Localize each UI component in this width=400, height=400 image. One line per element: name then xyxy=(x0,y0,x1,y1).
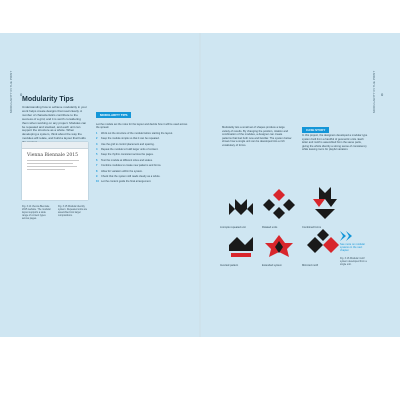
sidebar-heading: CASE STUDY xyxy=(302,127,329,133)
tip-item: 2 Keep the module simple so that it can be repeated. xyxy=(96,137,160,141)
figure-title: Vienna Biennale 2015 xyxy=(27,153,79,158)
text-line xyxy=(27,169,65,170)
tip-item: 4 Repeat the module to build larger units of content. xyxy=(96,148,159,152)
website-figure xyxy=(22,142,88,200)
motif-1-icon xyxy=(229,199,253,215)
motif-label-1: A simple repeated unit xyxy=(220,226,246,229)
tips-list xyxy=(96,132,190,184)
motif-3-icon xyxy=(313,187,337,219)
motif-4-icon xyxy=(229,237,253,257)
tip-item: 9 Check that the system still reads clearly as a whole. xyxy=(96,175,161,179)
motif-5-icon xyxy=(265,235,293,257)
motif-label-4: Inverted pattern xyxy=(220,264,239,267)
tips-block xyxy=(96,103,190,186)
tips-heading: MODULARITY TIPS xyxy=(96,112,131,118)
text-line xyxy=(27,166,77,167)
figure-caption: Fig. 3.14 Vienna Biennale 2015 website. The modular layout supports a wide range of content types across pages. xyxy=(22,205,51,220)
left-running-head: MODULARITY IN THE PRINT xyxy=(9,70,13,113)
sidebar-text: In this project, the designers developed a modular type system built from a handful of geometric units. Each letter and motif is assembled from the same parts, giving the whole identity a strong sense of consistency while leaving room for playful variation. xyxy=(302,134,368,151)
tip-item: 10 Let the content guide the final arrangement. xyxy=(96,180,152,184)
left-page-number: 0 xyxy=(20,92,23,97)
motif-label-3: Combined forms xyxy=(302,226,322,229)
motif-label-5: Extended system xyxy=(262,264,282,267)
tip-item: 1 Work out the structure of the module before starting the layout. xyxy=(96,131,173,135)
cross-reference-note: See more on modular systems in the next chapter. xyxy=(340,243,365,253)
text-line xyxy=(27,160,79,161)
text-line xyxy=(27,163,73,164)
right-body-text: Modularity lets a small set of shapes produce a large variety of results. By changing the position, rotation and combination of the modules, a designer can create patterns that feel both new and familiar. The system below shows how a single unit can be developed into a rich vocabulary of forms. xyxy=(222,126,292,147)
figure-caption-2: Fig. 3.15 Modular identity system. Repeated units are assembled into larger compositions. xyxy=(58,205,88,217)
right-page-number: 0 xyxy=(381,92,384,97)
browser-bar xyxy=(22,142,88,149)
tip-item: 3 Use the grid to control placement and spacing. xyxy=(96,142,155,146)
intro-paragraph: Understanding how to achieve modularity in your work helps create designs that read clearly. A number of characteristics contribute to the success of a grid, and it is worth considering them when working on any project. Modules can be repeated and stacked, and each unit can support the structure as a whole. When developing a system, think about the way the modules will relate, and build a layout that holds xyxy=(22,105,87,141)
book-spread xyxy=(0,33,400,337)
right-running-head: MODULARITY IN THE PRINT xyxy=(372,70,376,113)
motif-label-2: Rotated units xyxy=(262,226,278,229)
page-title: Modularity Tips xyxy=(22,96,74,103)
tips-intro: Let the module set the rules for the layout and decide how it will be used across the spread. xyxy=(96,123,188,130)
tip-item: 8 Allow for variation within the system. xyxy=(96,169,143,173)
double-arrow-icon xyxy=(340,231,356,241)
tip-item: 5 Keep the rhythm consistent across the pages. xyxy=(96,153,154,157)
motif-2-icon xyxy=(263,189,295,219)
spine-gutter xyxy=(199,33,201,337)
motif-caption: Fig. 3.16 Modular motif system developed from a single unit. xyxy=(340,257,367,266)
motif-6-icon xyxy=(307,229,339,253)
motif-label-6: Mirrored motif xyxy=(302,264,318,267)
tip-item: 7 Combine modules to create new patterns and forms. xyxy=(96,164,162,168)
tip-item: 6 Test the module at different sizes and scales. xyxy=(96,158,153,162)
